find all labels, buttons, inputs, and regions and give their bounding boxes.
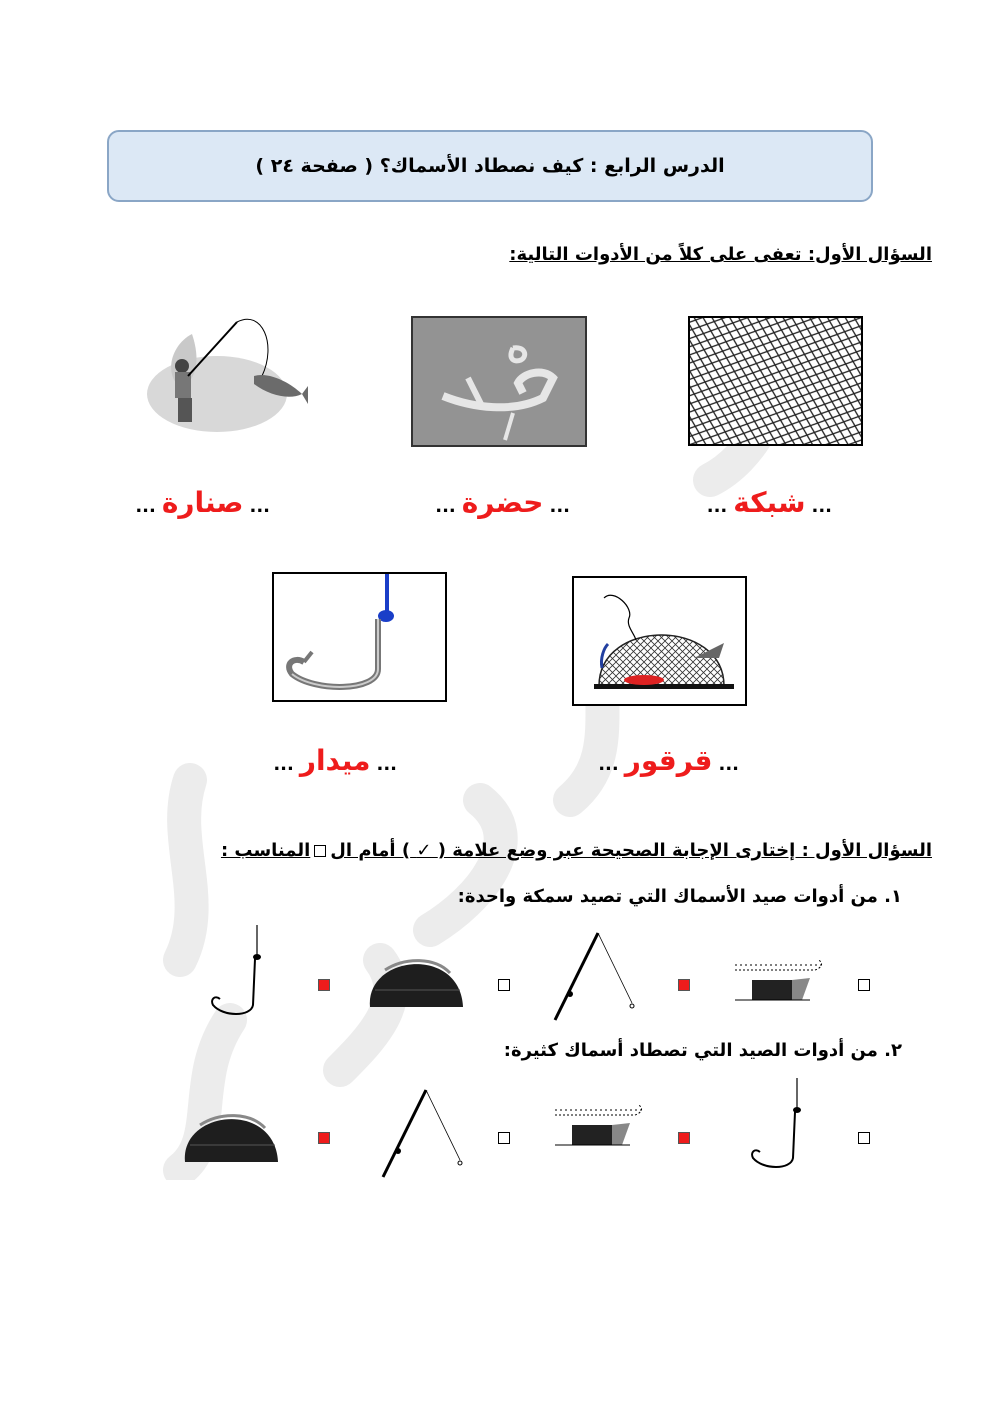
answer-shabaka: ... شبكة ... <box>706 486 832 519</box>
answer-hadra: ... حضرة ... <box>435 486 570 519</box>
hadra-trap-image <box>411 316 587 447</box>
fishing-net-icon <box>690 318 861 444</box>
lesson-title: الدرس الرابع : كيف نصطاد الأسماك؟ ( صفحة ٢٤ ) <box>255 155 725 177</box>
hook-image <box>272 572 447 702</box>
net-trap-icon <box>730 960 830 1010</box>
option1-4-checkbox[interactable] <box>858 979 870 991</box>
fishing-rod-icon <box>550 928 640 1023</box>
answer-sinara: ... صنارة ... <box>135 486 270 519</box>
lesson-title-box <box>107 130 873 202</box>
checkbox-symbol-icon <box>314 845 326 857</box>
cage-trap-option <box>365 945 465 1015</box>
option1-1-checkbox[interactable] <box>318 979 330 991</box>
question2-heading: السؤال الأول : إختارى الإجابة الصحيحة عبر وضع علامة ( ✓ ) أمام الالمناسب : <box>220 840 932 861</box>
cage-trap-icon <box>574 578 745 704</box>
question2-item1-text: ١. من أدوات صيد الأسماك التي تصيد سمكة واحدة: <box>457 886 902 907</box>
option1-2-checkbox[interactable] <box>498 979 510 991</box>
cage-trap-option-2 <box>180 1100 280 1170</box>
angler-image <box>142 314 310 432</box>
question1-heading: السؤال الأول: تعفى على كلاً من الأدوات التالية: <box>509 244 932 265</box>
answer-qarqoor: ... قرقور ... <box>598 744 739 777</box>
fisherman-icon <box>142 314 310 432</box>
fishing-net-image <box>688 316 863 446</box>
qarqoor-trap-image <box>572 576 747 706</box>
question2-item2-text: ٢. من أدوات الصيد التي تصطاد أسماك كثيرة: <box>503 1040 902 1061</box>
fishing-rod-icon <box>378 1085 468 1180</box>
fish-hook-icon <box>745 1078 815 1173</box>
check-mark: ✓ <box>416 840 432 861</box>
fish-hook-icon <box>205 925 275 1020</box>
option2-3-checkbox[interactable] <box>678 1132 690 1144</box>
option2-1-checkbox[interactable] <box>318 1132 330 1144</box>
fish-hook-option <box>205 925 275 1020</box>
net-trap-icon <box>550 1105 650 1155</box>
fishing-rod-option-2 <box>378 1085 468 1180</box>
answer-midar: ... ميدار ... <box>273 744 397 777</box>
fish-hook-option-2 <box>745 1078 815 1173</box>
net-trap-option <box>730 960 830 1010</box>
hadra-trap-icon <box>413 318 585 445</box>
option1-3-checkbox[interactable] <box>678 979 690 991</box>
fishing-rod-option <box>550 928 640 1023</box>
fish-hook-icon <box>274 574 445 700</box>
option2-4-checkbox[interactable] <box>858 1132 870 1144</box>
dome-trap-icon <box>180 1100 280 1170</box>
dome-trap-icon <box>365 945 465 1015</box>
net-trap-option-2 <box>550 1105 650 1155</box>
option2-2-checkbox[interactable] <box>498 1132 510 1144</box>
